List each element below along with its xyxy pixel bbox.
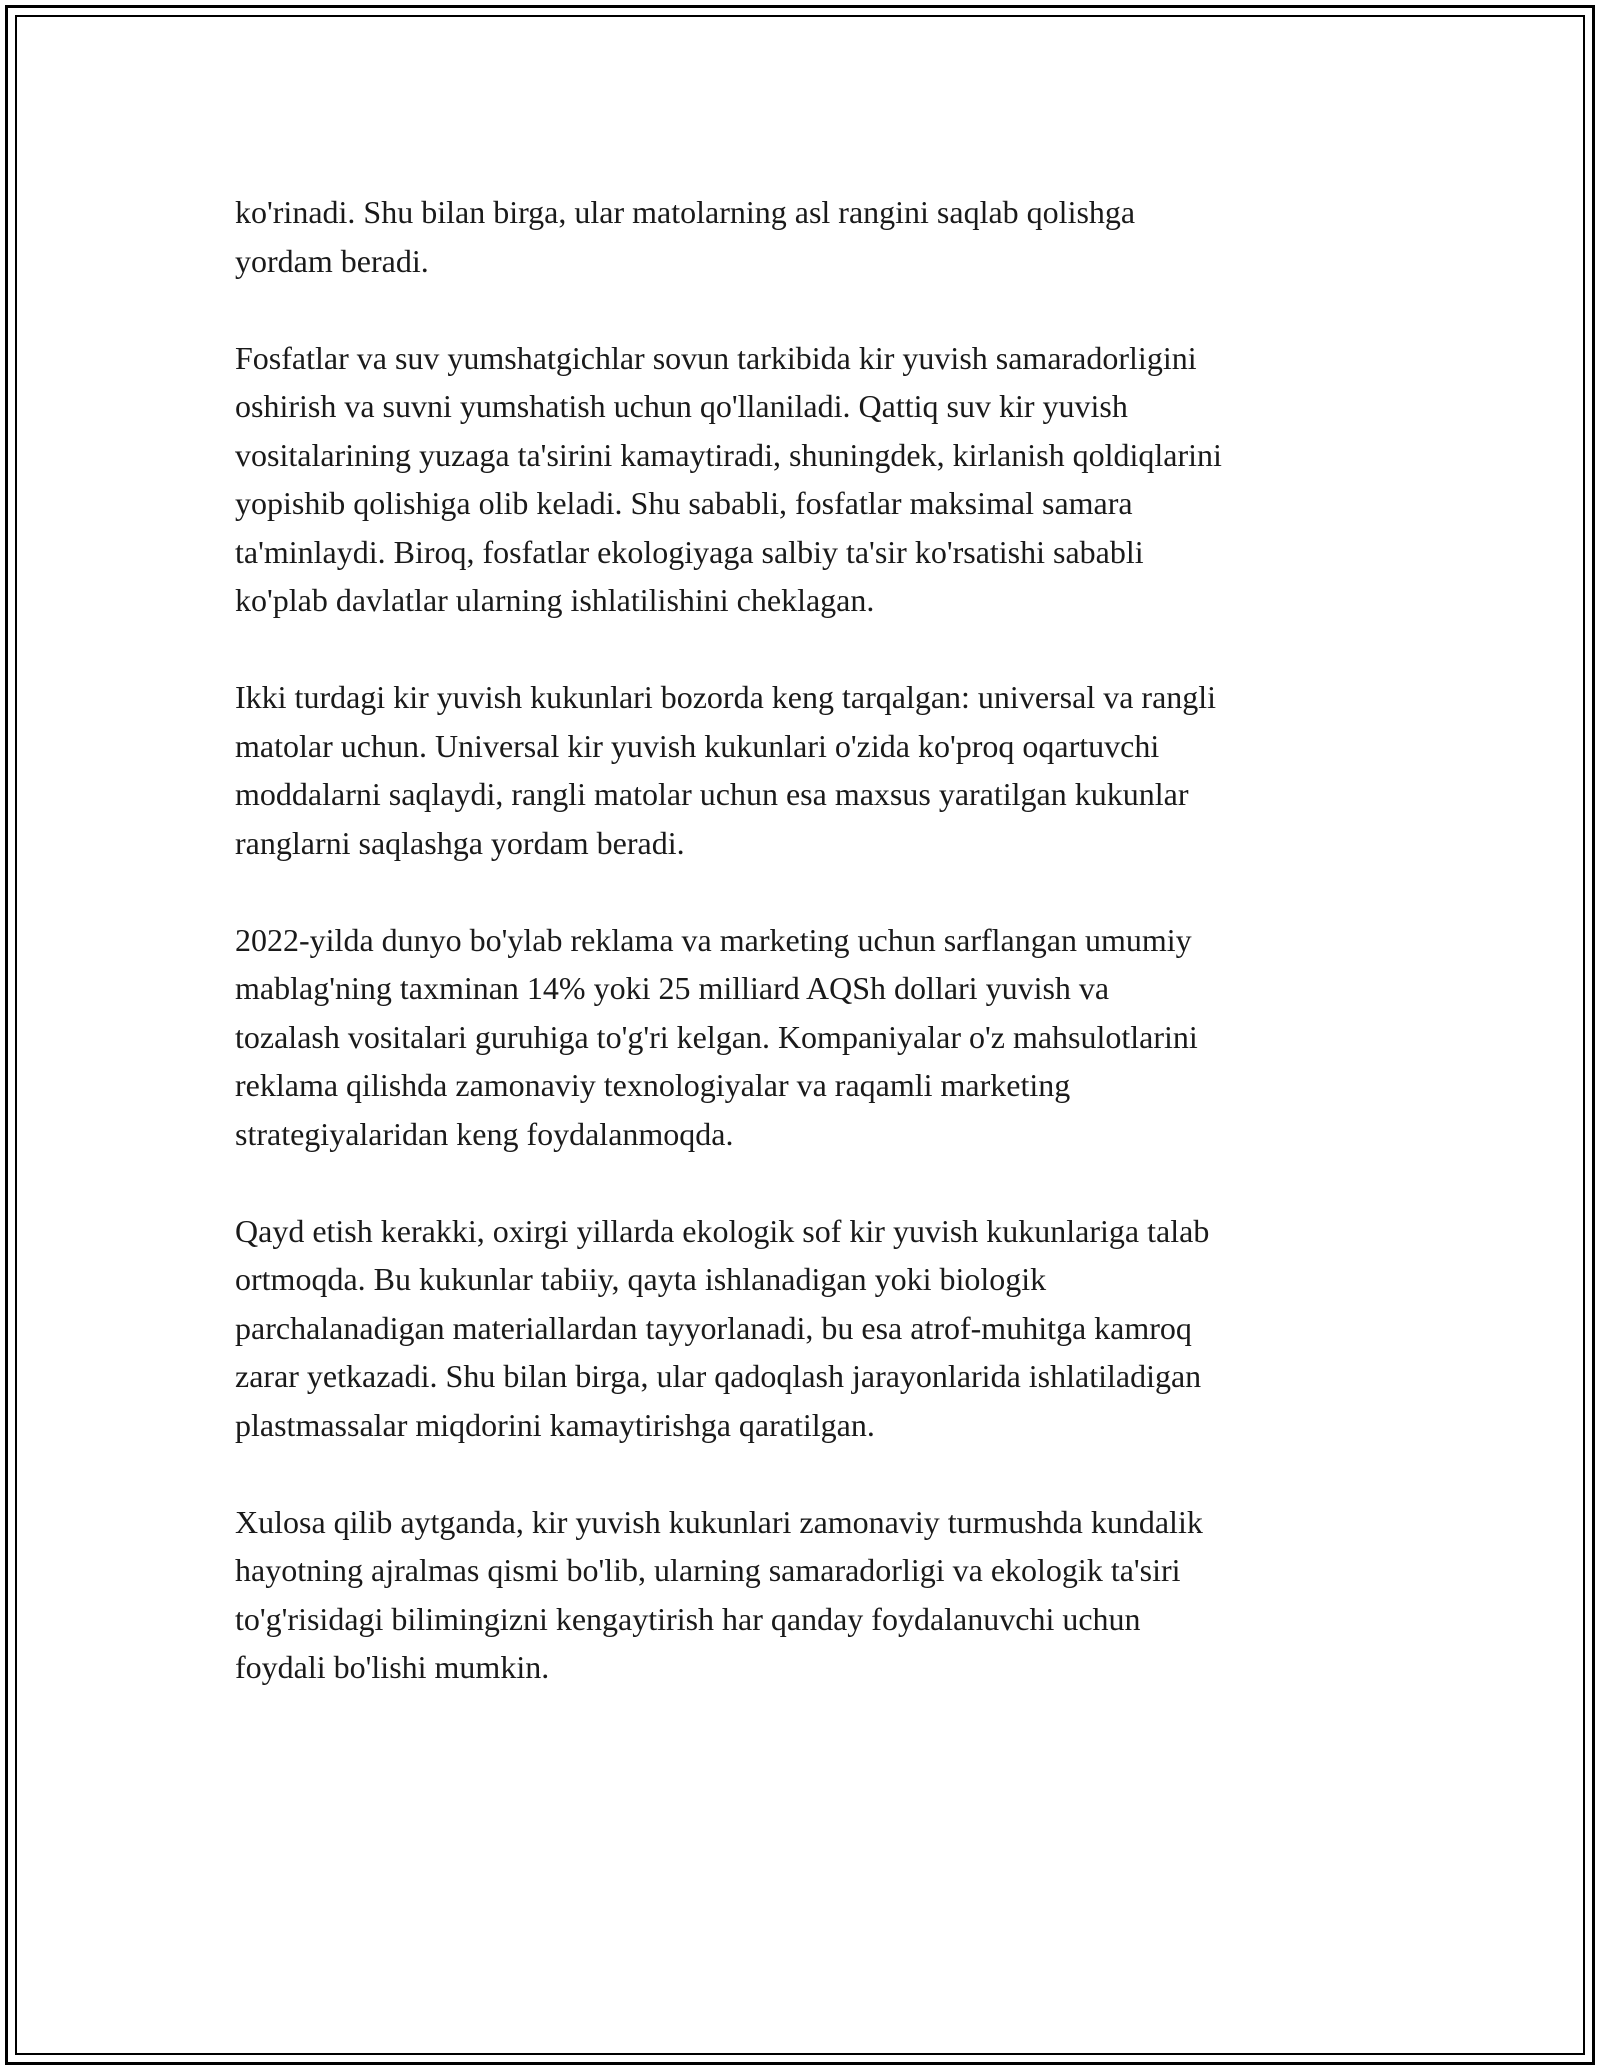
text-line: plastmassalar miqdorini kamaytirishga qaratilgan. (235, 1406, 875, 1443)
text-line: ta'minlaydi. Biroq, fosfatlar ekologiyaga salbiy ta'sir ko'rsatishi sababli (235, 533, 1144, 570)
text-line: mablag'ning taxminan 14% yoki 25 milliard AQSh dollari yuvish va (235, 970, 1110, 1006)
text-line: Ikki turdagi kir yuvish kukunlari bozorda keng tarqalgan: universal va rangli (235, 679, 1217, 715)
text-line: Fosfatlar va suv yumshatgichlar sovun tarkibida kir yuvish samaradorligini (235, 339, 1197, 376)
text-line: hayotning ajralmas qismi bo'lib, ularning samaradorligi va ekologik ta'siri (235, 1552, 1181, 1588)
text-line: ko'plab davlatlar ularning ishlatilishini cheklagan. (235, 582, 875, 618)
paragraph-1 (235, 188, 1385, 285)
text-line: to'g'risidagi bilimingizni kengaytirish har qanday foydalanuvchi uchun (235, 1600, 1141, 1637)
paragraph-6 (235, 1498, 1385, 1692)
text-line: tozalash vositalari guruhiga to'g'ri kelgan. Kompaniyalar o'z mahsulotlarini (235, 1018, 1198, 1055)
text-line: Qayd etish kerakki, oxirgi yillarda ekologik sof kir yuvish kukunlariga talab (235, 1212, 1210, 1249)
text-line: yopishib qolishiga olib keladi. Shu sababli, fosfatlar maksimal samara (235, 485, 1133, 521)
document-body (235, 188, 1385, 1740)
text-line: Xulosa qilib aytganda, kir yuvish kukunlari zamonaviy turmushda kundalik (235, 1503, 1203, 1540)
text-line: ranglarni saqlashga yordam beradi. (235, 824, 685, 861)
text-line: foydali bo'lishi mumkin. (235, 1649, 550, 1685)
text-line: matolar uchun. Universal kir yuvish kukunlari o'zida ko'proq oqartuvchi (235, 727, 1160, 764)
paragraph-5 (235, 1207, 1385, 1450)
text-line: 2022-yilda dunyo bo'ylab reklama va marketing uchun sarflangan umumiy (235, 921, 1192, 958)
text-line: moddalarni saqlaydi, rangli matolar uchun esa maxsus yaratilgan kukunlar (235, 776, 1189, 812)
text-line: ortmoqda. Bu kukunlar tabiiy, qayta ishlanadigan yoki biologik (235, 1261, 1047, 1297)
text-line: ko'rinadi. Shu bilan birga, ular matolarning asl rangini saqlab qolishga (235, 194, 1136, 230)
paragraph-3 (235, 673, 1385, 867)
text-line: parchalanadigan materiallardan tayyorlanadi, bu esa atrof-muhitga kamroq (235, 1309, 1192, 1346)
text-line: oshirish va suvni yumshatish uchun qo'llaniladi. Qattiq suv kir yuvish (235, 388, 1128, 424)
text-line: yordam beradi. (235, 242, 429, 279)
text-line: vositalarining yuzaga ta'sirini kamaytiradi, shuningdek, kirlanish qoldiqlarini (235, 436, 1222, 473)
text-line: strategiyalaridan keng foydalanmoqda. (235, 1115, 734, 1152)
text-line: reklama qilishda zamonaviy texnologiyalar va raqamli marketing (235, 1067, 1071, 1103)
paragraph-2 (235, 334, 1385, 625)
text-line: zarar yetkazadi. Shu bilan birga, ular qadoqlash jarayonlarida ishlatiladigan (235, 1358, 1202, 1394)
paragraph-4 (235, 916, 1385, 1159)
